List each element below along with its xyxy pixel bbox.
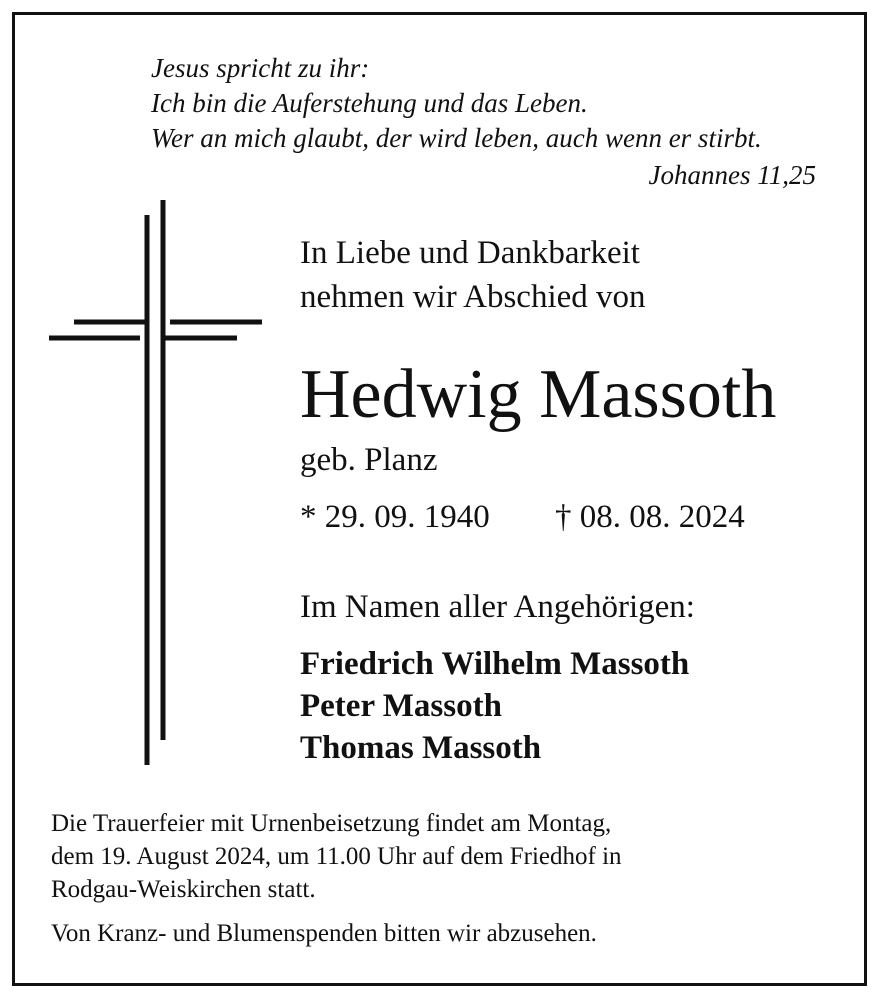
relatives-heading: Im Namen aller Angehörigen:: [300, 589, 695, 625]
intro-line: In Liebe und Dankbarkeit: [300, 235, 640, 271]
verse-reference: Johannes 11,25: [648, 160, 816, 190]
donations-note: Von Kranz- und Blumenspenden bitten wir abzusehen.: [51, 920, 597, 947]
intro-text: [300, 231, 646, 319]
obituary-notice: [12, 12, 867, 986]
relatives-list: [300, 643, 689, 769]
ceremony-info: [51, 807, 622, 906]
relative-name: Friedrich Wilhelm Massoth: [300, 646, 690, 682]
death-date: † 08. 08. 2024: [555, 499, 745, 535]
maiden-name: geb. Planz: [300, 442, 438, 478]
intro-line: nehmen wir Abschied von: [300, 279, 646, 315]
verse-line: Jesus spricht zu ihr:: [151, 53, 370, 83]
ceremony-line: Rodgau-Weiskirchen statt.: [51, 876, 316, 903]
ceremony-line: dem 19. August 2024, um 11.00 Uhr auf dem Friedhof in: [51, 843, 622, 870]
birth-date: * 29. 09. 1940: [300, 499, 490, 535]
cross-icon: [47, 195, 267, 775]
bible-verse: [151, 51, 762, 156]
life-dates: [300, 499, 745, 536]
relative-name: Thomas Massoth: [300, 730, 542, 766]
verse-line: Ich bin die Auferstehung und das Leben.: [151, 88, 588, 118]
relative-name: Peter Massoth: [300, 688, 502, 724]
ceremony-line: Die Trauerfeier mit Urnenbeisetzung findet am Montag,: [51, 810, 612, 837]
deceased-name: Hedwig Massoth: [300, 356, 777, 433]
verse-line: Wer an mich glaubt, der wird leben, auch wenn er stirbt.: [151, 123, 762, 153]
